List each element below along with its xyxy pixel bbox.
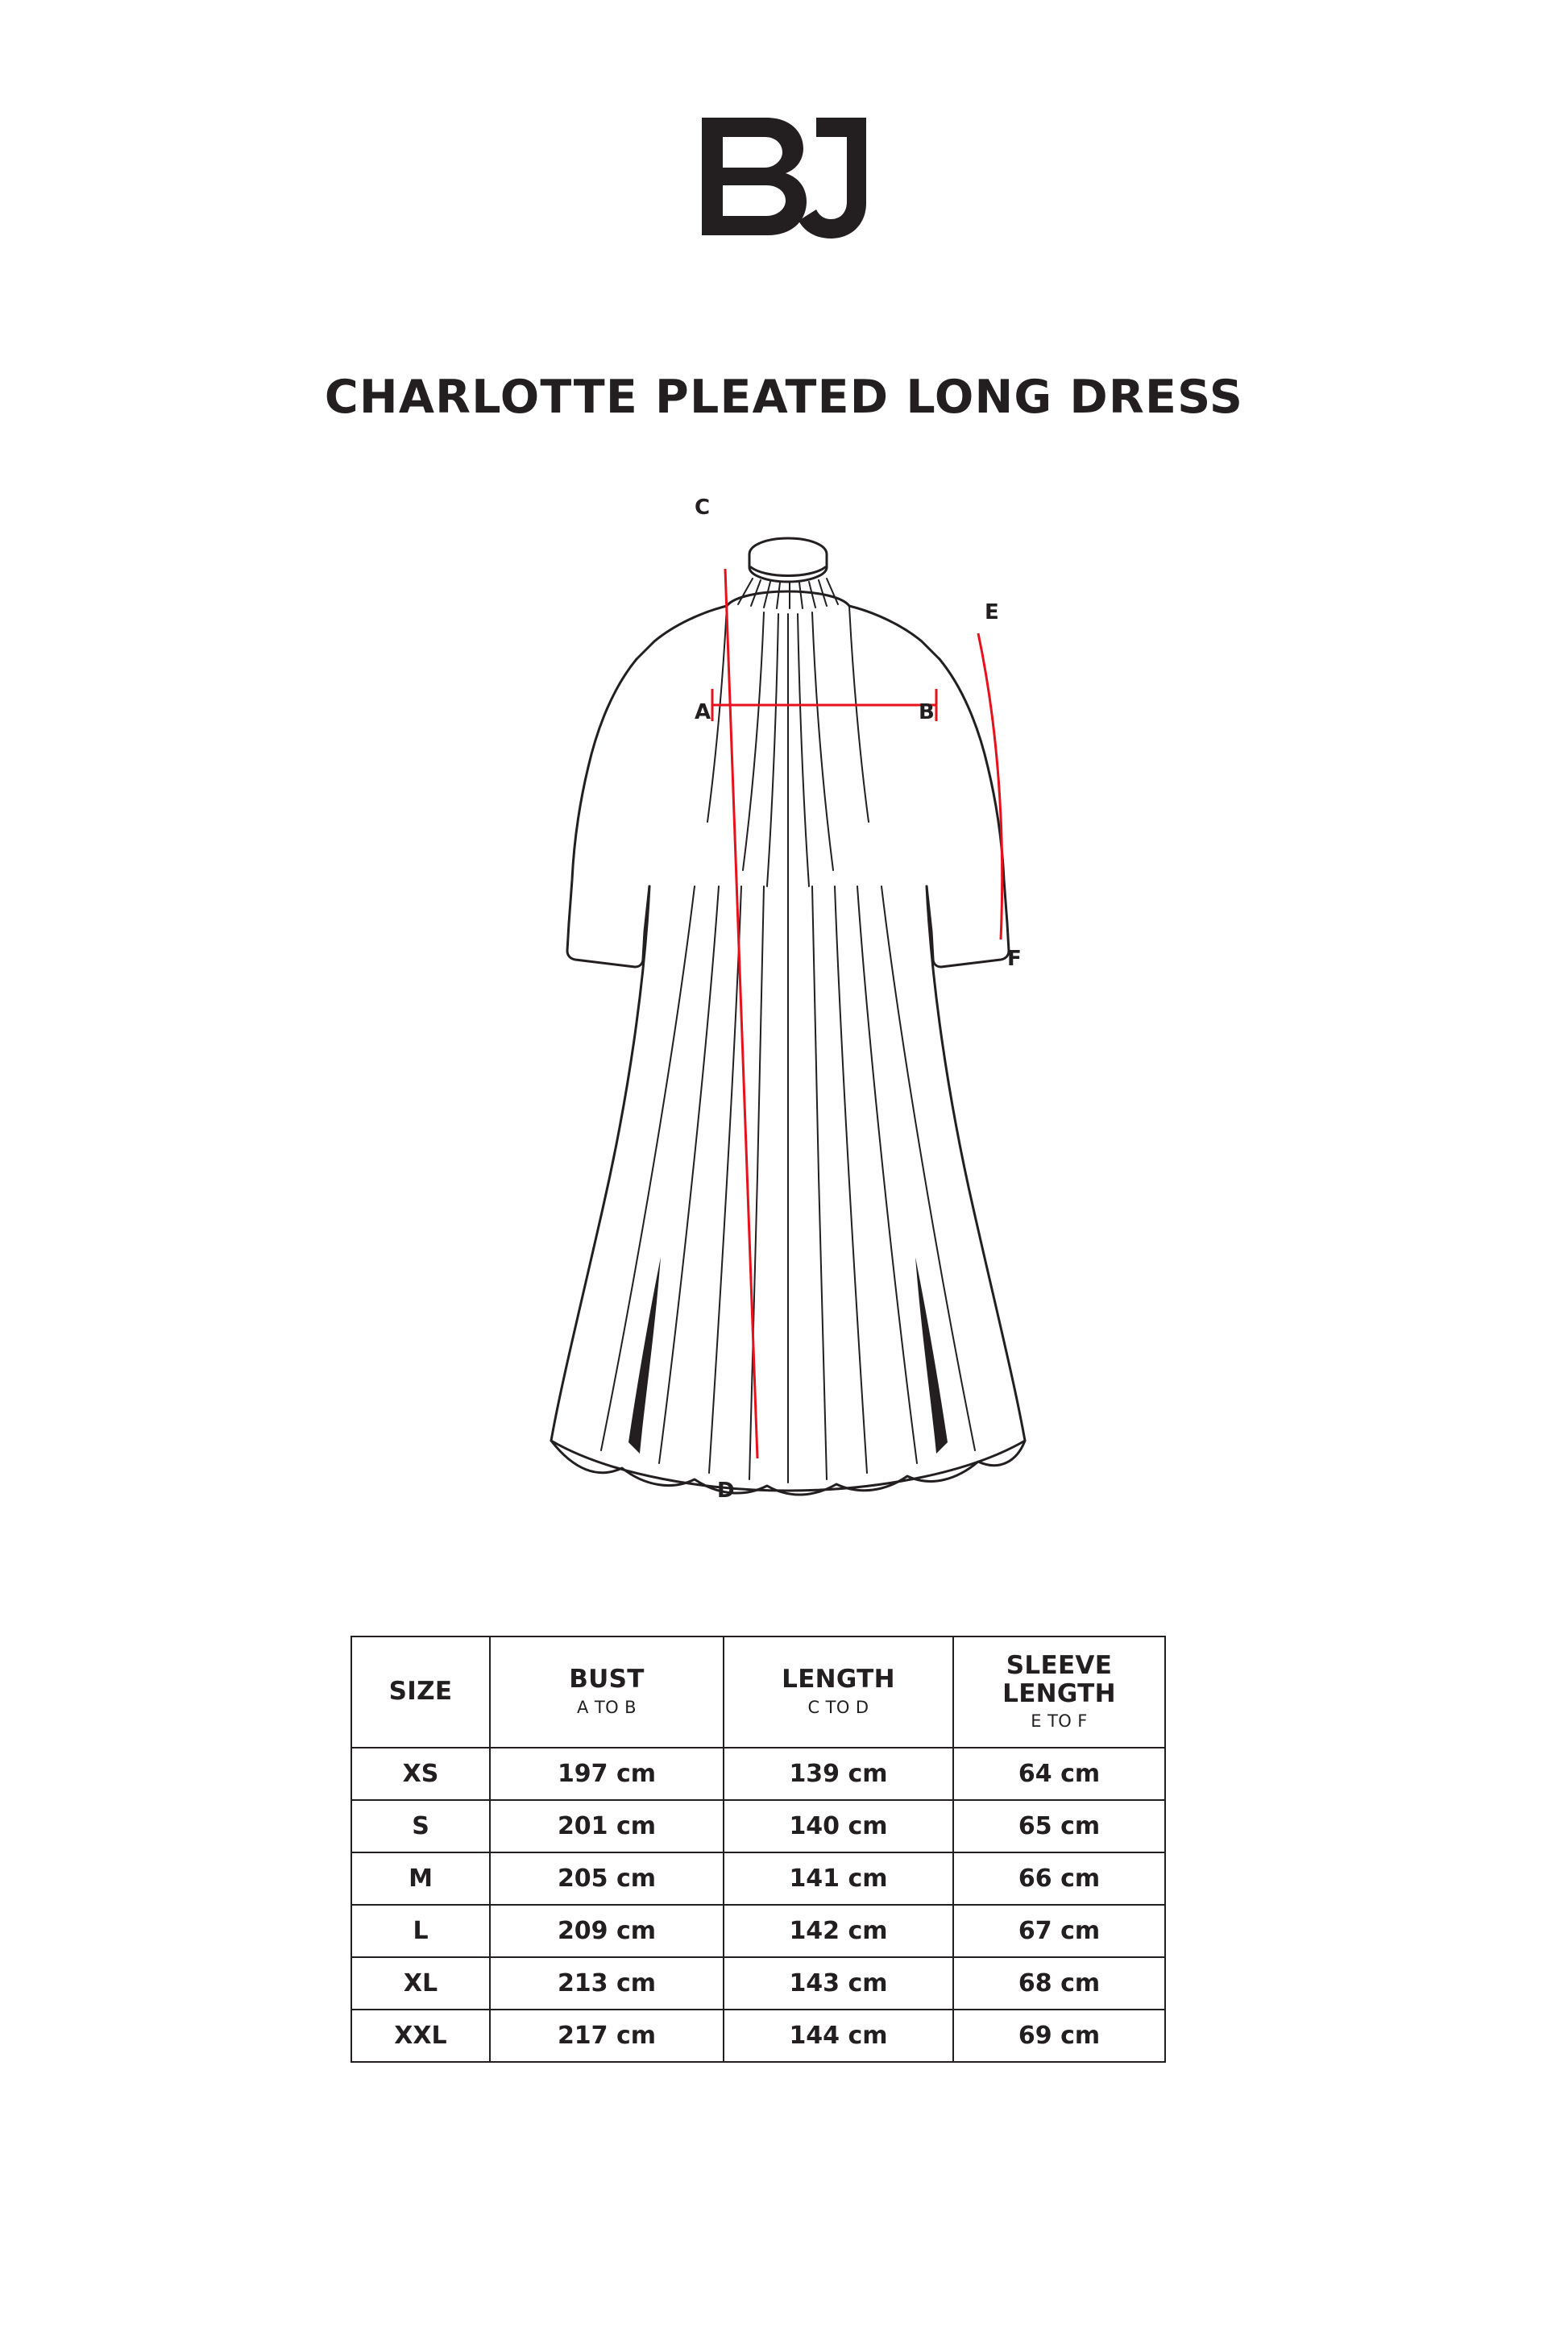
size-table [351,1636,1166,2063]
cell-bust: 197 cm [490,1748,724,1800]
table-row [351,1905,1165,1957]
page-title: CHARLOTTE PLEATED LONG DRESS [324,371,1244,424]
cell-sleeve: 64 cm [953,1748,1165,1800]
cell-sleeve: 65 cm [953,1800,1165,1852]
column-header-sleeve-label: SLEEVE LENGTH [1002,1651,1116,1708]
label-b: B [919,700,935,724]
table-header-row [351,1636,1165,1748]
column-header-length-sub: C TO D [807,1698,869,1718]
dress-technical-drawing [0,483,1568,1628]
table-row [351,1852,1165,1905]
label-f: F [1007,947,1022,971]
column-header-bust-sub: A TO B [577,1698,637,1718]
cell-size: L [351,1905,490,1957]
label-e: E [985,600,999,624]
cell-bust: 201 cm [490,1800,724,1852]
cell-bust: 217 cm [490,2010,724,2062]
cell-length: 139 cm [724,1748,953,1800]
cell-sleeve: 69 cm [953,2010,1165,2062]
cell-bust: 209 cm [490,1905,724,1957]
table-row [351,1800,1165,1852]
cell-length: 144 cm [724,2010,953,2062]
cell-length: 141 cm [724,1852,953,1905]
table-row [351,1748,1165,1800]
column-header-size-label: SIZE [388,1676,453,1706]
cell-size: M [351,1852,490,1905]
column-header-bust-label: BUST [569,1665,645,1695]
column-header-bust [490,1636,724,1748]
brand-logo [0,113,1568,250]
cell-length: 142 cm [724,1905,953,1957]
label-c: C [695,496,711,520]
cell-bust: 205 cm [490,1852,724,1905]
column-header-length-label: LENGTH [782,1665,895,1695]
cell-size: XL [351,1957,490,2010]
column-header-length [724,1636,953,1748]
column-header-size [351,1636,490,1748]
label-a: A [695,700,711,724]
size-table-container [351,1636,1164,2063]
cell-size: XXL [351,2010,490,2062]
cell-size: XS [351,1748,490,1800]
table-row [351,2010,1165,2062]
cell-length: 140 cm [724,1800,953,1852]
cell-sleeve: 68 cm [953,1957,1165,2010]
cell-bust: 213 cm [490,1957,724,2010]
table-row [351,1957,1165,2010]
column-header-sleeve [953,1636,1165,1748]
label-d: D [717,1479,735,1503]
cell-size: S [351,1800,490,1852]
cell-length: 143 cm [724,1957,953,2010]
cell-sleeve: 66 cm [953,1852,1165,1905]
cell-sleeve: 67 cm [953,1905,1165,1957]
column-header-sleeve-sub: E TO F [1031,1711,1088,1732]
